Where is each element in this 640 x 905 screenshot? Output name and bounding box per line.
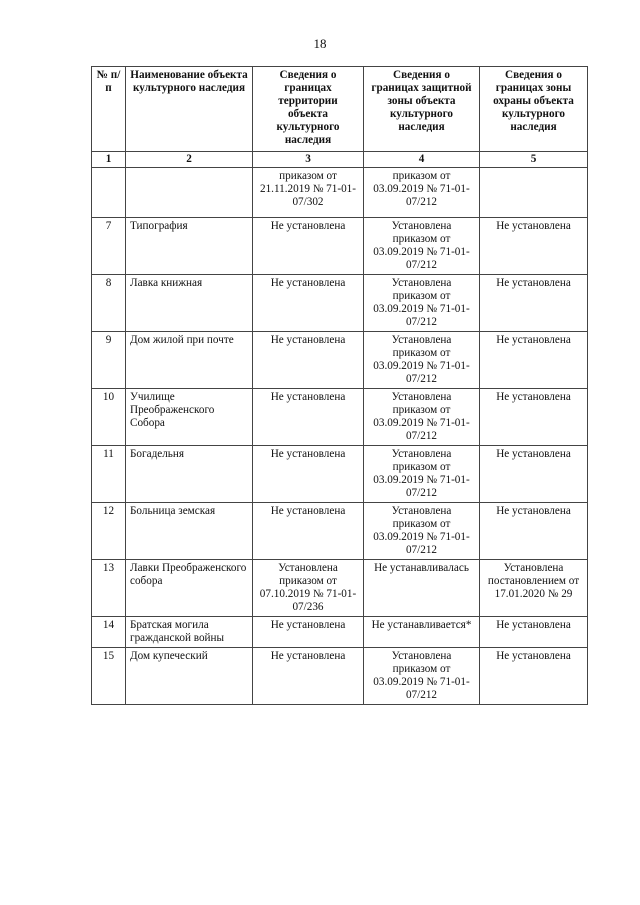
cell-protection-zone xyxy=(480,168,588,218)
cell-number: 12 xyxy=(92,503,126,560)
table-row xyxy=(92,560,588,617)
cell-number: 7 xyxy=(92,218,126,275)
cell-number: 14 xyxy=(92,617,126,648)
cell-object-name xyxy=(126,168,253,218)
header-protective-zone: Сведения о границах защитной зоны объекта культурного наследия xyxy=(364,67,480,152)
table-row xyxy=(92,446,588,503)
cell-object-name: Дом жилой при почте xyxy=(126,332,253,389)
cell-object-name: Лавка книжная xyxy=(126,275,253,332)
cell-territory: Установлена приказом от 07.10.2019 № 71-01-07/236 xyxy=(253,560,364,617)
cell-object-name: Богадельня xyxy=(126,446,253,503)
column-number: 5 xyxy=(480,152,588,168)
cell-number xyxy=(92,168,126,218)
cell-protection-zone: Установлена постановлением от 17.01.2020 № 29 xyxy=(480,560,588,617)
page-number: 18 xyxy=(313,36,327,51)
cell-object-name: Братская могила гражданской войны xyxy=(126,617,253,648)
cell-protective-zone: Установлена приказом от 03.09.2019 № 71-01-07/212 xyxy=(364,332,480,389)
column-number: 4 xyxy=(364,152,480,168)
column-number-row xyxy=(92,152,588,168)
cell-object-name: Дом купеческий xyxy=(126,648,253,705)
table-row xyxy=(92,332,588,389)
header-territory-boundaries: Сведения о границах территории объекта культурного наследия xyxy=(253,67,364,152)
cell-protection-zone: Не установлена xyxy=(480,332,588,389)
table-header-row xyxy=(92,67,588,152)
cell-protection-zone: Не установлена xyxy=(480,218,588,275)
table-row xyxy=(92,389,588,446)
cell-territory: Не установлена xyxy=(253,446,364,503)
cell-protective-zone: Установлена приказом от 03.09.2019 № 71-01-07/212 xyxy=(364,275,480,332)
table-row xyxy=(92,218,588,275)
cell-number: 15 xyxy=(92,648,126,705)
cell-number: 10 xyxy=(92,389,126,446)
header-number: № п/п xyxy=(92,67,126,152)
heritage-table xyxy=(91,66,588,705)
cell-protective-zone: Установлена приказом от 03.09.2019 № 71-01-07/212 xyxy=(364,218,480,275)
cell-protective-zone: Установлена приказом от 03.09.2019 № 71-01-07/212 xyxy=(364,648,480,705)
cell-protection-zone: Не установлена xyxy=(480,503,588,560)
cell-number: 8 xyxy=(92,275,126,332)
cell-protective-zone: Не устанавливалась xyxy=(364,560,480,617)
cell-protective-zone: Установлена приказом от 03.09.2019 № 71-01-07/212 xyxy=(364,389,480,446)
cell-territory: Не установлена xyxy=(253,503,364,560)
cell-number: 11 xyxy=(92,446,126,503)
cell-protective-zone: Установлена приказом от 03.09.2019 № 71-01-07/212 xyxy=(364,446,480,503)
cell-protection-zone: Не установлена xyxy=(480,617,588,648)
header-object-name: Наименование объекта культурного наследия xyxy=(126,67,253,152)
cell-object-name: Лавки Преображенского собора xyxy=(126,560,253,617)
cell-object-name: Училище Преображенского Собора xyxy=(126,389,253,446)
cell-protection-zone: Не установлена xyxy=(480,648,588,705)
cell-territory: Не установлена xyxy=(253,275,364,332)
cell-territory: Не установлена xyxy=(253,332,364,389)
column-number: 1 xyxy=(92,152,126,168)
cell-territory: приказом от 21.11.2019 № 71-01-07/302 xyxy=(253,168,364,218)
table-row xyxy=(92,648,588,705)
cell-number: 9 xyxy=(92,332,126,389)
cell-territory: Не установлена xyxy=(253,648,364,705)
column-number: 3 xyxy=(253,152,364,168)
header-protection-zone: Сведения о границах зоны охраны объекта культурного наследия xyxy=(480,67,588,152)
cell-protection-zone: Не установлена xyxy=(480,275,588,332)
table-row-continuation xyxy=(92,168,588,218)
cell-territory: Не установлена xyxy=(253,218,364,275)
table-row xyxy=(92,617,588,648)
cell-number: 13 xyxy=(92,560,126,617)
table-row xyxy=(92,503,588,560)
table-row xyxy=(92,275,588,332)
cell-protective-zone: приказом от 03.09.2019 № 71-01-07/212 xyxy=(364,168,480,218)
cell-object-name: Типография xyxy=(126,218,253,275)
cell-protective-zone: Установлена приказом от 03.09.2019 № 71-01-07/212 xyxy=(364,503,480,560)
cell-protection-zone: Не установлена xyxy=(480,446,588,503)
column-number: 2 xyxy=(126,152,253,168)
cell-protective-zone: Не устанавливается* xyxy=(364,617,480,648)
cell-territory: Не установлена xyxy=(253,617,364,648)
cell-object-name: Больница земская xyxy=(126,503,253,560)
cell-protection-zone: Не установлена xyxy=(480,389,588,446)
cell-territory: Не установлена xyxy=(253,389,364,446)
